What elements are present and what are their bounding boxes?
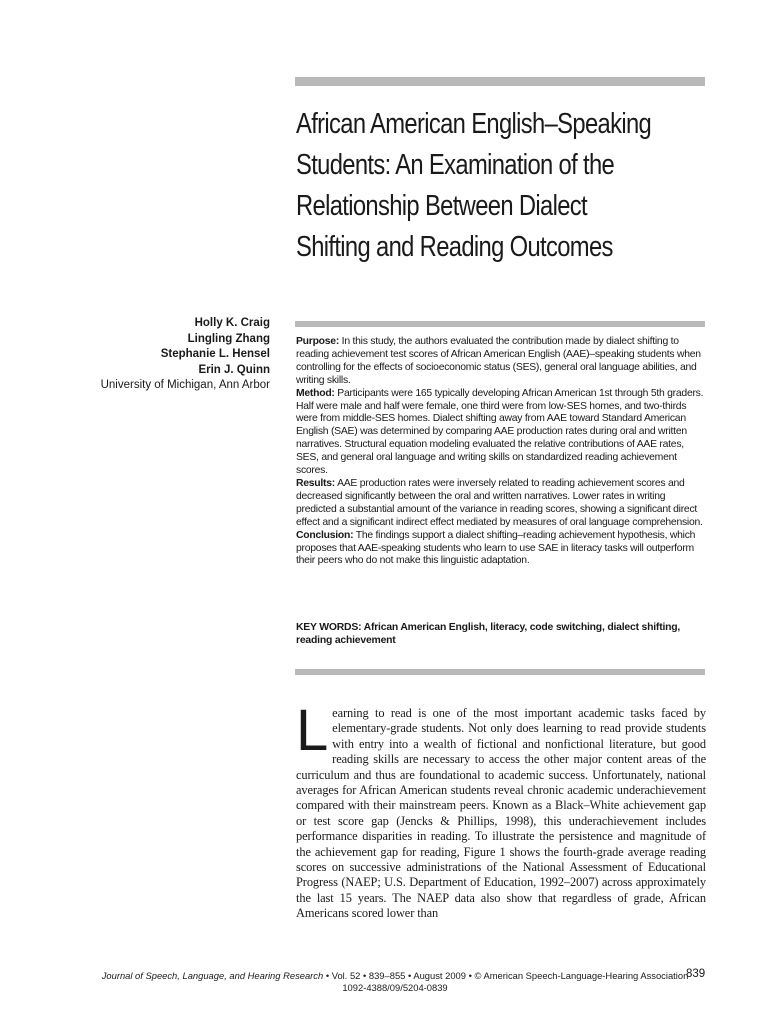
purpose-label: Purpose: bbox=[296, 336, 340, 347]
purpose-text: In this study, the authors evaluated the contribution made by dialect shifting to reading achievement test scores of African American English (AAE)–speaking students when controlling for the effects of socioeconomic status (SES), general oral language abilities, and writing skills. bbox=[296, 336, 701, 386]
method-text: Participants were 165 typically developing African American 1st through 5th graders. Half were male and half were female, one third were from low-SES homes, and two-thirds were from middle-SES homes. Dialect shifting away from AAE toward Standard American English (SAE) was determined by comparing AAE production rates during oral and written narratives. Structural equation modeling evaluated the relative contributions of AAE rates, SES, and general oral language and writing skills on standardized reading achievement scores. bbox=[296, 387, 704, 477]
conclusion-label: Conclusion: bbox=[296, 529, 354, 541]
page-number: 839 bbox=[686, 968, 706, 980]
drop-cap: L bbox=[296, 698, 329, 763]
results-text: AAE production rates were inversely related to reading achievement scores and decreased significantly between the oral and written narratives. Lower rates in writing predicted a substantial amount of the variance in reading scores, showing a significant direct effect and a significant indirect effect mediated by measures of oral language comprehension. bbox=[296, 477, 703, 528]
author-name: Erin J. Quinn bbox=[198, 363, 270, 376]
abstract-top-rule bbox=[295, 321, 705, 327]
abstract-purpose bbox=[296, 336, 708, 388]
conclusion-text: The findings support a dialect shifting–reading achievement hypothesis, which proposes that AAE-speaking students who learn to use SAE in literacy tasks will outperform their peers who do not make this linguistic adaptation. bbox=[296, 529, 696, 567]
title-line: Relationship Between Dialect bbox=[296, 190, 587, 222]
abstract bbox=[296, 336, 708, 568]
abstract-method bbox=[296, 388, 708, 478]
author-name: Holly K. Craig bbox=[194, 317, 270, 329]
author-affiliation: University of Michigan, Ann Arbor bbox=[100, 379, 270, 391]
method-label: Method: bbox=[296, 387, 335, 399]
title-line: Shifting and Reading Outcomes bbox=[296, 231, 613, 263]
journal-name: Journal of Speech, Language, and Hearing Research bbox=[101, 970, 324, 981]
abstract-conclusion bbox=[296, 530, 708, 569]
results-label: Results: bbox=[296, 477, 335, 489]
author-name: Lingling Zhang bbox=[187, 332, 270, 345]
footer-doi: 1092-4388/09/5204-0839 bbox=[342, 982, 448, 993]
article-title bbox=[296, 104, 652, 268]
citation-details: • Vol. 52 • 839–855 • August 2009 • © American Speech-Language-Hearing Association bbox=[323, 970, 689, 981]
body-paragraph: earning to read is one of the most important academic tasks faced by elementary-grade students. Not only does learning to read provide students with entry into a wealth of fictional and nonfictional literature, but good reading skills are necessary to access the other major content areas of the curriculum and thus are foundational to academic success. Unfortunately, national averages for African American students reveal chronic academic underachievement compared with their mainstream peers. Known as a Black–White achievement gap or test score gap (Jencks & Phillips, 1998), this underachievement includes performance disparities in reading. To illustrate the persistence and magnitude of the achievement gap for reading, Figure 1 shows the fourth-grade average reading scores on successive administrations of the National Assessment of Educational Progress (NAEP; U.S. Department of Education, 1992–2007) across approximately the last 15 years. The NAEP data also show that regardless of grade, African Americans scored lower than bbox=[296, 706, 706, 921]
keywords: KEY WORDS: African American English, literacy, code switching, dialect shifting, reading achievement bbox=[296, 622, 681, 646]
abstract-results bbox=[296, 478, 708, 530]
title-rule bbox=[295, 77, 705, 86]
author-name: Stephanie L. Hensel bbox=[160, 348, 270, 360]
footer-citation bbox=[80, 970, 710, 982]
author-block bbox=[101, 316, 270, 394]
title-line: Students: An Examination of the bbox=[296, 149, 615, 181]
title-line: African American English–Speaking bbox=[296, 108, 652, 140]
body-text bbox=[296, 698, 706, 922]
abstract-bottom-rule bbox=[295, 669, 705, 675]
page-footer bbox=[80, 970, 710, 994]
